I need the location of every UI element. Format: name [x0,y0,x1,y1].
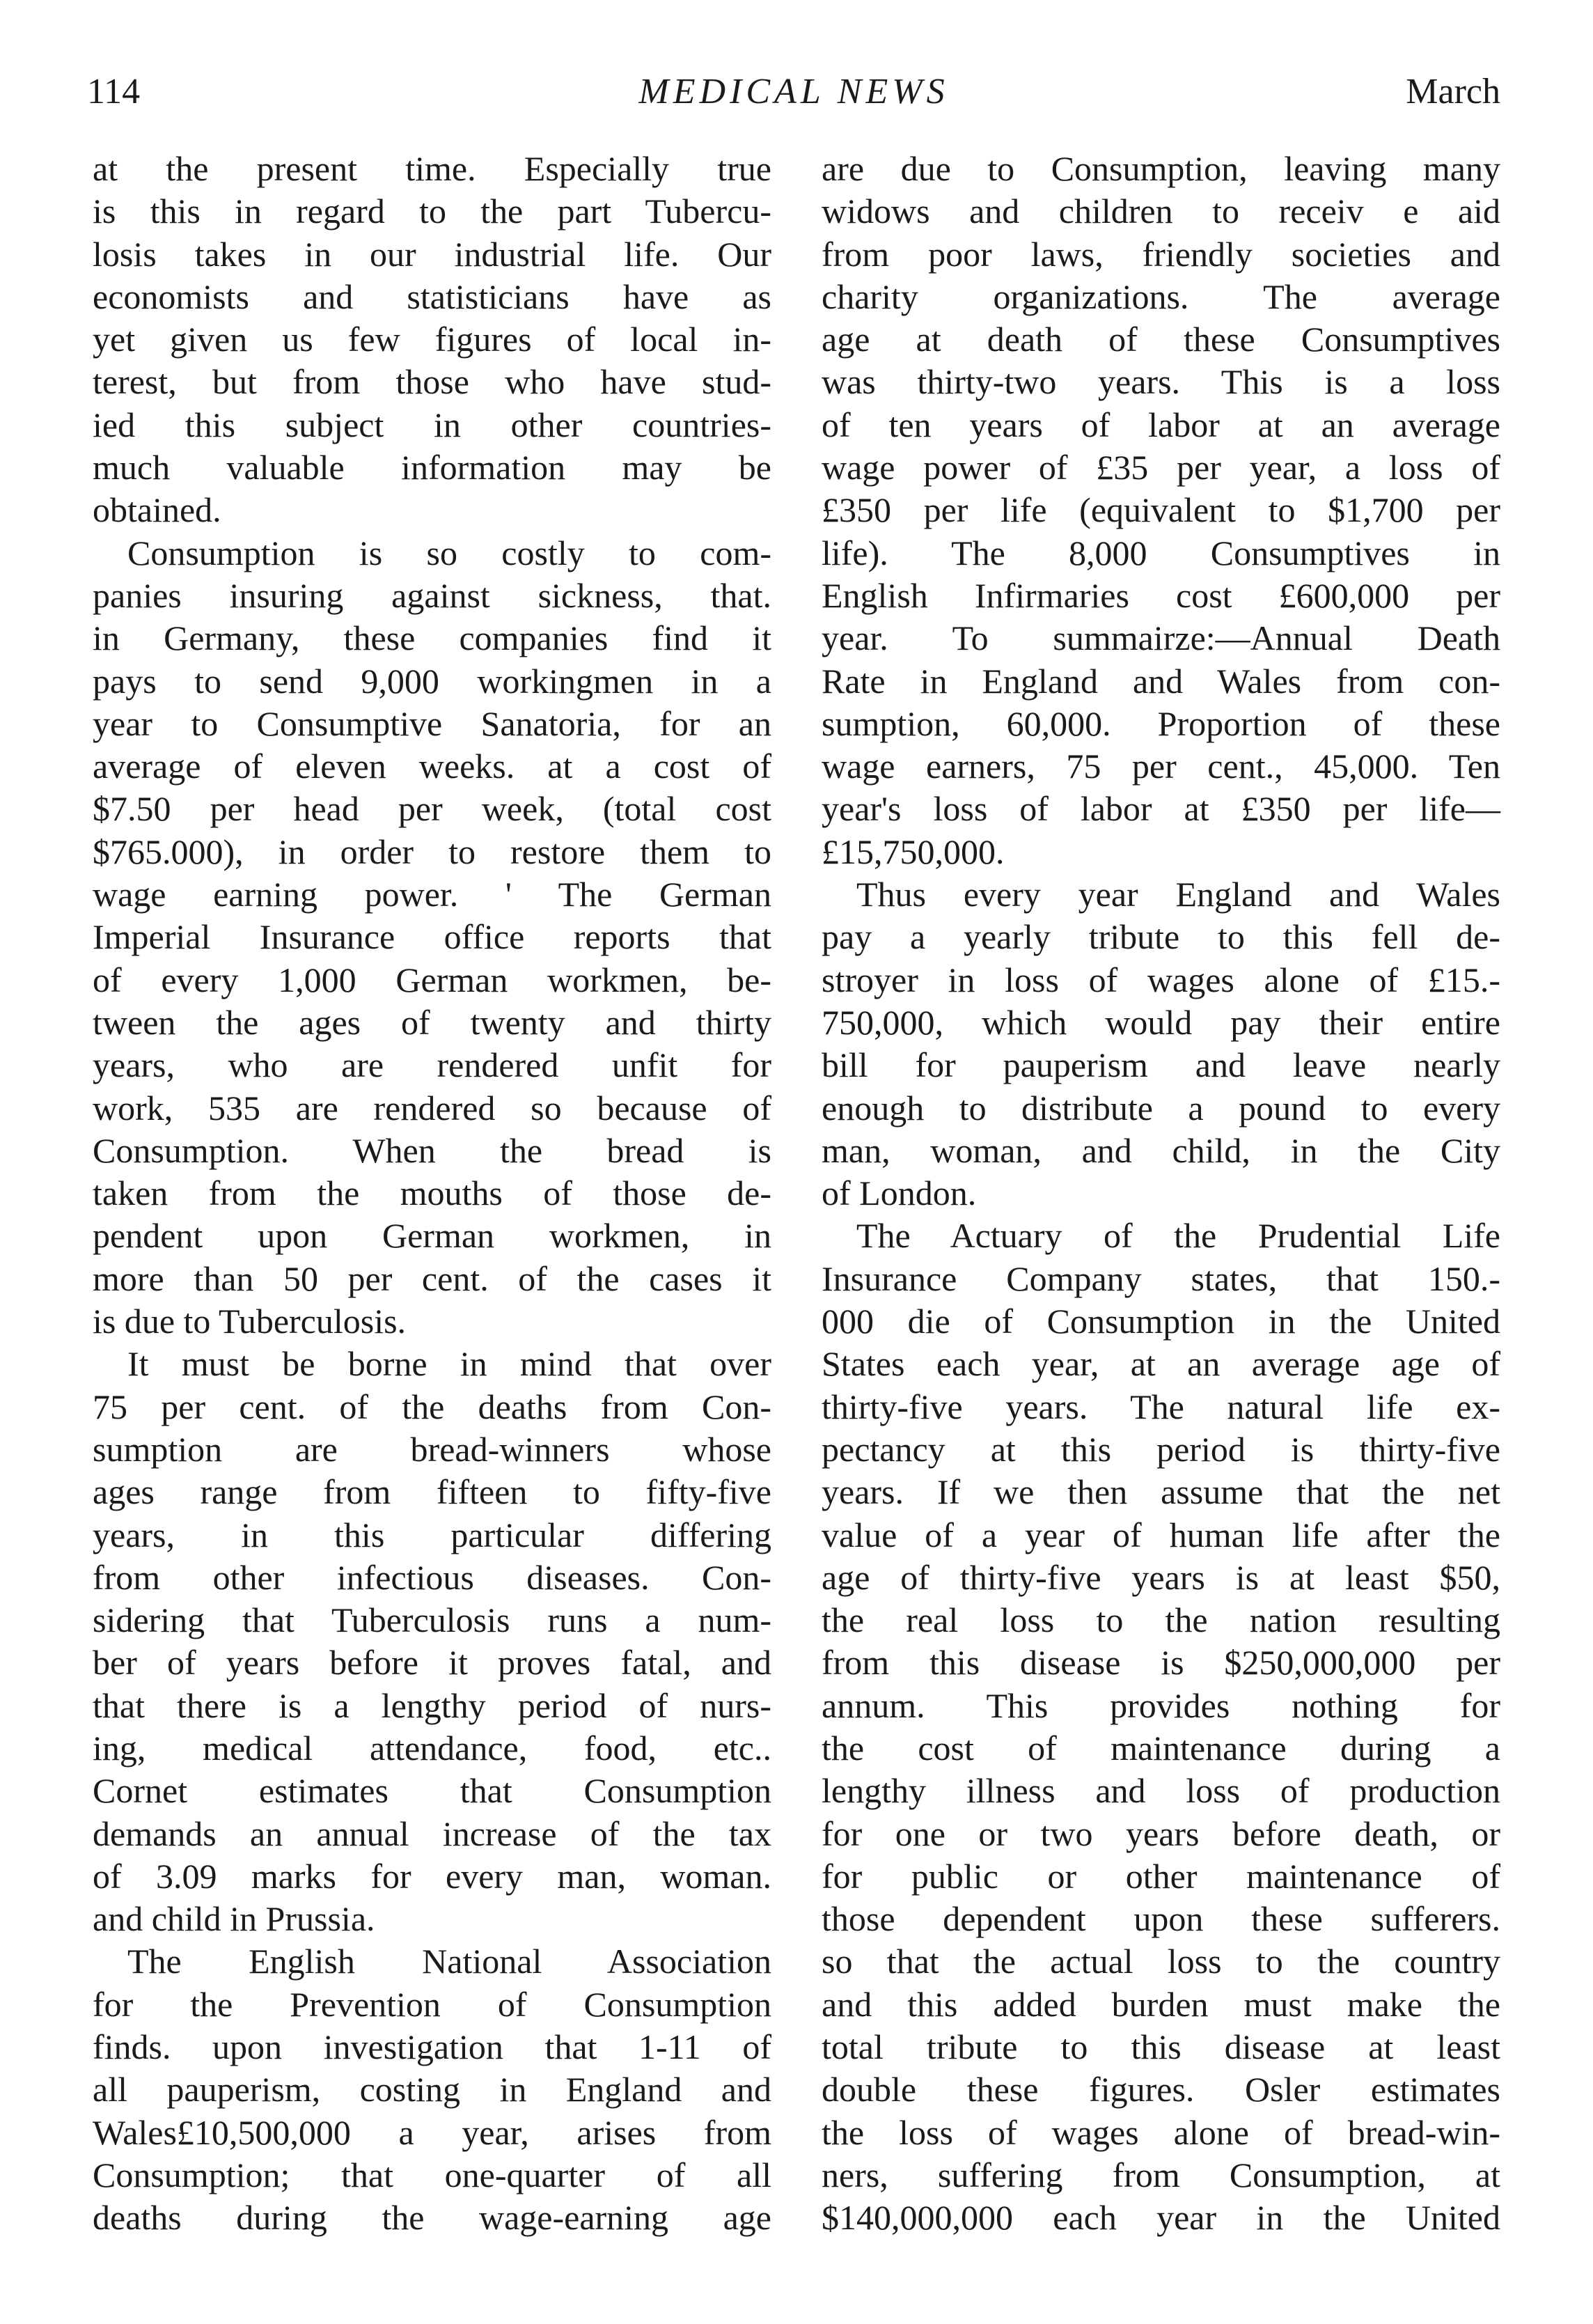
text-line: $765.000), in order to restore them to [93,832,771,871]
text-line: the cost of maintenance during a [822,1728,1500,1768]
text-line: year's loss of labor at £350 per life— [822,789,1500,829]
text-line: life). The 8,000 Consumptives in [822,533,1500,572]
text-line: from this disease is $250,000,000 per [822,1643,1500,1683]
text-line: of 3.09 marks for every man, woman. [93,1856,771,1896]
text-line: pays to send 9,000 workingmen in a [93,661,771,701]
text-line: value of a year of human life after the [822,1515,1500,1554]
text-line: years, in this particular differing [93,1515,771,1554]
text-line: lengthy illness and loss of production [822,1771,1500,1811]
text-line: was thirty-two years. This is a loss [822,362,1500,402]
text-line: and this added burden must make the [822,1984,1500,2024]
text-line: year. To summairze:—Annual Death [822,618,1500,658]
text-line: ages range from fifteen to fifty-five [93,1472,771,1512]
text-line: years, who are rendered unfit for [93,1045,771,1085]
text-line: so that the actual loss to the country [822,1942,1500,1981]
text-line: for public or other maintenance of [822,1856,1500,1896]
text-line: pay a yearly tribute to this fell de- [822,917,1500,957]
text-line: sumption, 60,000. Proportion of these [822,703,1500,743]
text-line: pectancy at this period is thirty-five [822,1429,1500,1469]
text-line: 000 die of Consumption in the United [822,1302,1500,1341]
text-line: bill for pauperism and leave nearly [822,1045,1500,1085]
text-line: 75 per cent. of the deaths from Con- [93,1387,771,1426]
text-line: States each year, at an average age of [822,1344,1500,1384]
text-line: years. If we then assume that the net [822,1472,1500,1512]
text-line: Consumption; that one-quarter of all [93,2155,771,2194]
text-line: taken from the mouths of those de- [93,1173,771,1213]
text-line: Insurance Company states, that 150.- [822,1258,1500,1298]
text-line: ied this subject in other countries- [93,405,771,444]
journal-title: MEDICAL NEWS [638,72,949,111]
text-line: annum. This provides nothing for [822,1685,1500,1725]
text-line: year to Consumptive Sanatoria, for an [93,703,771,743]
text-line: is this in regard to the part Tubercu- [93,192,771,231]
text-line: of ten years of labor at an average [822,405,1500,444]
text-line: for one or two years before death, or [822,1814,1500,1853]
text-line: enough to distribute a pound to every [822,1088,1500,1128]
text-line: wage power of £35 per year, a loss of [822,448,1500,488]
text-line: sumption are bread-winners whose [93,1429,771,1469]
text-line: for the Prevention of Consumption [93,1984,771,2024]
text-line: the loss of wages alone of bread-win- [822,2112,1500,2152]
text-line: stroyer in loss of wages alone of £15.- [822,960,1500,999]
text-line: Cornet estimates that Consumption [93,1771,771,1811]
paragraph-start-line: The Actuary of the Prudential Life [856,1216,1500,1256]
text-line: ing, medical attendance, food, etc.. [93,1728,771,1768]
paragraph-start-line: The English National Association [127,1942,771,1981]
text-line: man, woman, and child, in the City [822,1130,1500,1170]
text-line: work, 535 are rendered so because of [93,1088,771,1128]
text-line: the real loss to the nation resulting [822,1600,1500,1640]
text-line: English Infirmaries cost £600,000 per [822,575,1500,615]
text-line: wage earning power. ' The German [93,875,771,914]
text-line: ners, suffering from Consumption, at [822,2155,1500,2194]
left-column [93,148,771,2240]
text-line: are due to Consumption, leaving many [822,149,1500,188]
text-line: double these figures. Osler estimates [822,2070,1500,2109]
text-line: those dependent upon these sufferers. [822,1899,1500,1939]
text-line: Wales£10,500,000 a year, arises from [93,2112,771,2152]
text-line: of every 1,000 German workmen, be- [93,960,771,999]
text-line: age of thirty-five years is at least $50, [822,1557,1500,1597]
text-line: Imperial Insurance office reports that [93,917,771,957]
text-line: that there is a lengthy period of nurs- [93,1685,771,1725]
text-line: average of eleven weeks. at a cost of [93,747,771,786]
text-line: widows and children to receiv e aid [822,192,1500,231]
text-line: losis takes in our industrial life. Our [93,234,771,274]
page-number: 114 [87,72,141,111]
text-line: Consumption. When the bread is [93,1130,771,1170]
text-line: obtained. [93,490,221,530]
text-line: £350 per life (equivalent to $1,700 per [822,490,1500,530]
text-line: economists and statisticians have as [93,276,771,316]
text-line: is due to Tuberculosis. [93,1302,407,1341]
running-head [87,64,1500,120]
text-line: Rate in England and Wales from con- [822,661,1500,701]
text-line: £15,750,000. [822,832,1005,871]
text-line: age at death of these Consumptives [822,320,1500,359]
text-line: deaths during the wage-earning age [93,2198,771,2238]
paragraph-start-line: It must be borne in mind that over [127,1344,771,1384]
text-line: tween the ages of twenty and thirty [93,1002,771,1042]
text-line: of London. [822,1173,977,1213]
text-line: thirty-five years. The natural life ex- [822,1387,1500,1426]
text-line: total tribute to this disease at least [822,2027,1500,2067]
text-line: yet given us few figures of local in- [93,320,771,359]
text-line: much valuable information may be [93,448,771,488]
text-line: ber of years before it proves fatal, and [93,1643,771,1683]
paragraph-start-line: Consumption is so costly to com- [127,533,771,572]
text-line: and child in Prussia. [93,1899,375,1939]
issue-month: March [1406,72,1500,111]
text-line: terest, but from those who have stud- [93,362,771,402]
text-line: at the present time. Especially true [93,149,771,188]
text-line: demands an annual increase of the tax [93,1814,771,1853]
text-line: from poor laws, friendly societies and [822,234,1500,274]
text-line: in Germany, these companies find it [93,618,771,658]
right-column [822,148,1500,2240]
text-line: $7.50 per head per week, (total cost [93,789,771,829]
paragraph-start-line: Thus every year England and Wales [856,875,1500,914]
text-line: pendent upon German workmen, in [93,1216,771,1256]
text-line: from other infectious diseases. Con- [93,1557,771,1597]
text-line: more than 50 per cent. of the cases it [93,1258,771,1298]
text-line: 750,000, which would pay their entire [822,1002,1500,1042]
text-line: charity organizations. The average [822,276,1500,316]
text-line: all pauperism, costing in England and [93,2070,771,2109]
text-line: wage earners, 75 per cent., 45,000. Ten [822,747,1500,786]
text-line: sidering that Tuberculosis runs a num- [93,1600,771,1640]
text-line: $140,000,000 each year in the United [822,2198,1500,2238]
text-line: panies insuring against sickness, that. [93,575,771,615]
text-line: finds. upon investigation that 1-11 of [93,2027,771,2067]
